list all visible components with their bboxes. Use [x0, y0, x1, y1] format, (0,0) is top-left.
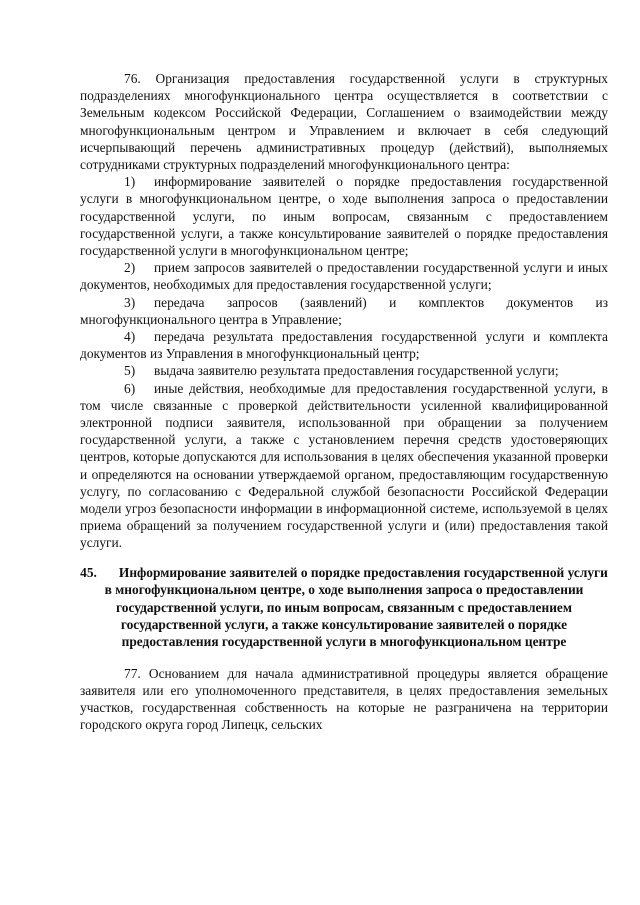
- list-item-number: 6): [124, 380, 136, 396]
- list-item-number: 5): [124, 363, 136, 379]
- list-item: [80, 328, 608, 362]
- list-item: [80, 173, 608, 259]
- paragraph-76: 76. Организация предоставления государственной услуги в структурных подразделениях многофункционального центра осуществляется в соответствии с Земельным кодексом Российской Федерации, Соглашением о взаимодействии между многофункциональным центром и Управлением и включает в себя следующий исчерпывающий перечень административных процедур (действий), выполняемых сотрудниками структурных подразделений многофункционального центра:: [80, 71, 608, 173]
- list-item-number: 2): [124, 260, 136, 276]
- list-item-number: 4): [124, 329, 136, 345]
- paragraph-77: 77. Основанием для начала административной процедуры является обращение заявителя или его уполномоченного представителя, в целях предоставления земельных участков, государственная собственность на которые не разграничена на территории городского округа город Липецк, сельских: [80, 665, 608, 733]
- list-item-text: информирование заявителей о порядке предоставления государственной услуги в многофункциональном центре, о ходе выполнения запроса о предоставлении государственной услуги, по иным вопросам, связанным с предоставлением государственной услуги, а также консультирование заявителей о порядке предоставления государственной услуги в многофункциональном центре;: [80, 174, 608, 259]
- list-item-text: передача результата предоставления государственной услуги и комплекта документов из Управления в многофункциональный центр;: [80, 329, 608, 362]
- section-number: 45.: [80, 564, 97, 580]
- list-item-text: прием запросов заявителей о предоставлении государственной услуги и иных документов, необходимых для предоставления государственной услуги;: [80, 260, 608, 293]
- list-item-text: передача запросов (заявлений) и комплектов документов из многофункционального центра в Управление;: [80, 294, 608, 327]
- section-title: Информирование заявителей о порядке предоставления государственной услуги в многофункциональном центре, о ходе выполнения запроса о предоставлении государственной услуги, по иным вопросам, связанным с предоставлением государственной услуги, а также консультирование заявителей о порядке предоставления государственной услуги в многофункциональном центре: [104, 564, 608, 650]
- list-item: [80, 294, 608, 328]
- document-page: [80, 70, 608, 734]
- section-heading: [80, 564, 608, 651]
- list-item-text: иные действия, необходимые для предоставления государственной услуги, в том числе связанные с проверкой действительности усиленной квалифицированной электронной подписи заявителя, использованной при обращении за получением государственной услуги, а также с установлением перечня средств удостоверяющих центров, которые допускаются для использования в целях обеспечения указанной проверки и определяются на основании утверждаемой органом, предоставляющим государственную услугу, по согласованию с Федеральной службой безопасности Российской Федерации модели угроз безопасности информации в информационной системе, используемой в целях приема обращений за получением государственной услуги и (или) предоставления такой услуги.: [80, 380, 608, 551]
- list-item: [80, 362, 608, 379]
- list-item-number: 1): [124, 174, 136, 190]
- list-item: [80, 380, 608, 552]
- list-item-text: выдача заявителю результата предоставления государственной услуги;: [154, 363, 559, 379]
- list-item: [80, 259, 608, 293]
- list-item-number: 3): [124, 294, 136, 310]
